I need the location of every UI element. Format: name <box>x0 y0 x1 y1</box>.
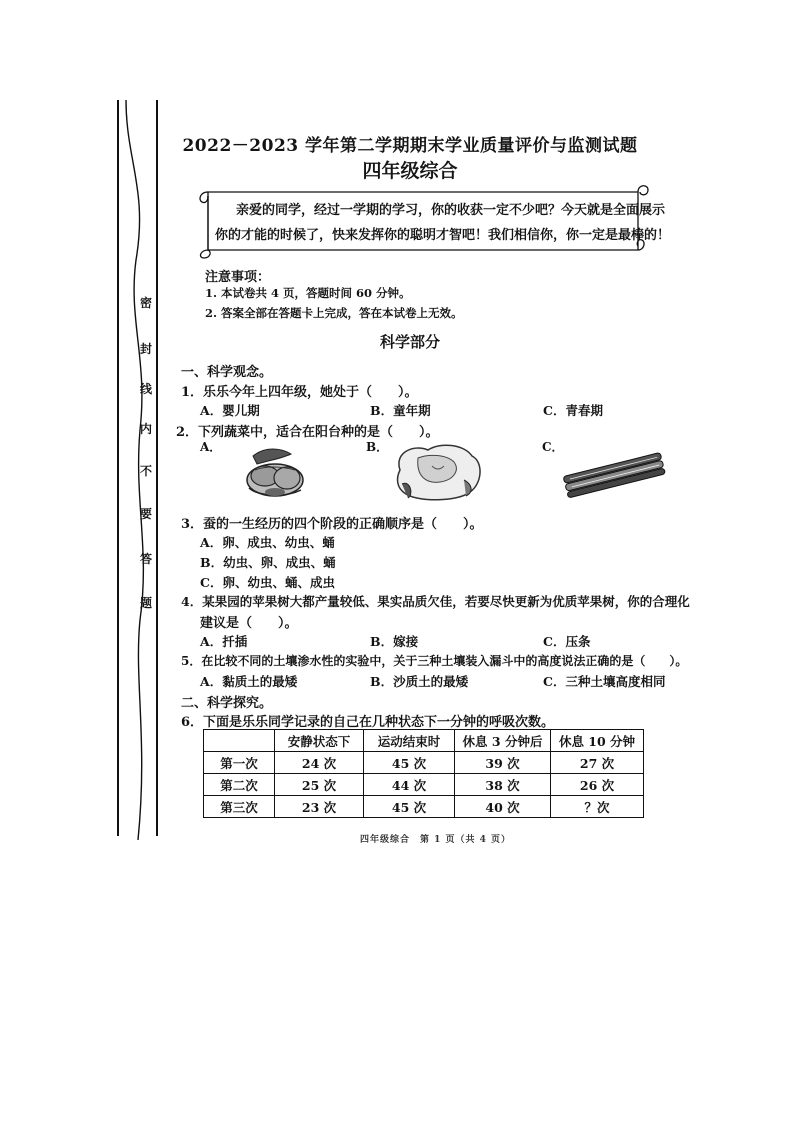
seal-char-2: 封 <box>139 342 152 356</box>
greeting-line-2: 你的才能的时候了，快来发挥你的聪明才智吧！我们相信你，你一定是最棒的！ <box>215 228 671 243</box>
table-header-cell: 休息 10 分钟 <box>551 730 644 752</box>
table-cell: 第一次 <box>204 752 275 774</box>
seal-char-7: 答 <box>139 552 152 566</box>
part-title: 科学部分 <box>379 333 440 351</box>
question-2-label-a: A． <box>200 440 222 454</box>
question-4-option-b: B．嫁接 <box>370 634 419 649</box>
question-3-option-a: A．卵、成虫、幼虫、蛹 <box>200 535 335 550</box>
question-6-stem: 6．下面是乐乐同学记录的自己在几种状态下一分钟的呼吸次数。 <box>181 715 555 730</box>
question-1-stem: 1．乐乐今年上四年级，她处于（ ）。 <box>181 385 418 400</box>
seal-char-4: 内 <box>139 422 152 436</box>
table-cell: 第三次 <box>204 796 275 818</box>
question-1-option-a: A．婴儿期 <box>200 403 260 418</box>
seal-char-3: 线 <box>139 382 152 396</box>
table-header-cell: 休息 3 分钟后 <box>455 730 551 752</box>
note-item: 2. 答案全部在答题卡上完成，答在本试卷上无效。 <box>205 306 463 320</box>
question-4-option-a: A．扦插 <box>200 634 248 649</box>
section-2-title: 二、科学探究。 <box>181 696 273 711</box>
table-cell: 26 次 <box>551 774 644 796</box>
question-4-stem-line-2: 建议是（ ）。 <box>200 616 298 631</box>
scroll-banner <box>192 180 662 260</box>
seal-char-1: 密 <box>139 296 152 310</box>
question-5-option-c: C．三种土壤高度相同 <box>543 674 666 689</box>
seal-char-6: 要 <box>139 507 152 521</box>
cabbage-icon <box>388 440 488 506</box>
table-row <box>204 752 644 774</box>
table-cell: 44 次 <box>364 774 455 796</box>
question-2-stem: 2．下列蔬菜中，适合在阳台种的是（ ）。 <box>176 425 439 440</box>
table-cell: 40 次 <box>455 796 551 818</box>
question-3-option-b: B．幼虫、卵、成虫、蛹 <box>200 555 336 570</box>
table-cell: 45 次 <box>364 752 455 774</box>
question-5-option-a: A．黏质土的最矮 <box>200 674 298 689</box>
question-2-label-c: C． <box>542 440 564 454</box>
seal-char-5: 不 <box>139 464 152 478</box>
question-4-option-c: C．压条 <box>543 634 591 649</box>
table-header-row <box>204 730 644 752</box>
exam-subtitle: 四年级综合 <box>362 160 458 182</box>
table-header-cell <box>204 730 275 752</box>
table-row <box>204 796 644 818</box>
table-row <box>204 774 644 796</box>
table-header-cell: 运动结束时 <box>364 730 455 752</box>
section-1-title: 一、科学观念。 <box>181 365 273 380</box>
seal-char-8: 题 <box>139 596 152 610</box>
greeting-line-1: 亲爱的同学，经过一学期的学习，你的收获一定不少吧？今天就是全面展示 <box>236 203 666 218</box>
question-1-option-b: B．童年期 <box>370 403 431 418</box>
question-1-option-c: C．青春期 <box>543 403 603 418</box>
leek-icon <box>560 446 670 502</box>
question-3-stem: 3．蚕的一生经历的四个阶段的正确顺序是（ ）。 <box>181 517 483 532</box>
table-header-cell: 安静状态下 <box>275 730 364 752</box>
table-cell: 38 次 <box>455 774 551 796</box>
garlic-icon <box>235 440 315 502</box>
page-footer: 四年级综合 第 1 页（共 4 页） <box>360 835 512 845</box>
question-5-option-b: B．沙质土的最矮 <box>370 674 469 689</box>
table-cell: 25 次 <box>275 774 364 796</box>
question-4-stem-line-1: 4．某果园的苹果树大都产量较低、果实品质欠佳，若要尽快更新为优质苹果树，你的合理化 <box>181 594 690 609</box>
table-cell: 第二次 <box>204 774 275 796</box>
exam-title: 2022－2023 学年第二学期期末学业质量评价与监测试题 <box>182 136 638 156</box>
table-cell: 39 次 <box>455 752 551 774</box>
table-cell: 23 次 <box>275 796 364 818</box>
breathing-table <box>203 729 644 818</box>
question-2-label-b: B． <box>366 440 389 454</box>
table-cell: 45 次 <box>364 796 455 818</box>
question-5-stem: 5．在比较不同的土壤渗水性的实验中，关于三种土壤装入漏斗中的高度说法正确的是（ ）。 <box>181 654 688 668</box>
table-cell: 27 次 <box>551 752 644 774</box>
note-item: 1. 本试卷共 4 页，答题时间 60 分钟。 <box>205 286 411 300</box>
question-3-option-c: C．卵、幼虫、蛹、成虫 <box>200 575 335 590</box>
table-cell: ？次 <box>551 796 644 818</box>
notes-heading: 注意事项： <box>205 270 271 285</box>
table-cell: 24 次 <box>275 752 364 774</box>
